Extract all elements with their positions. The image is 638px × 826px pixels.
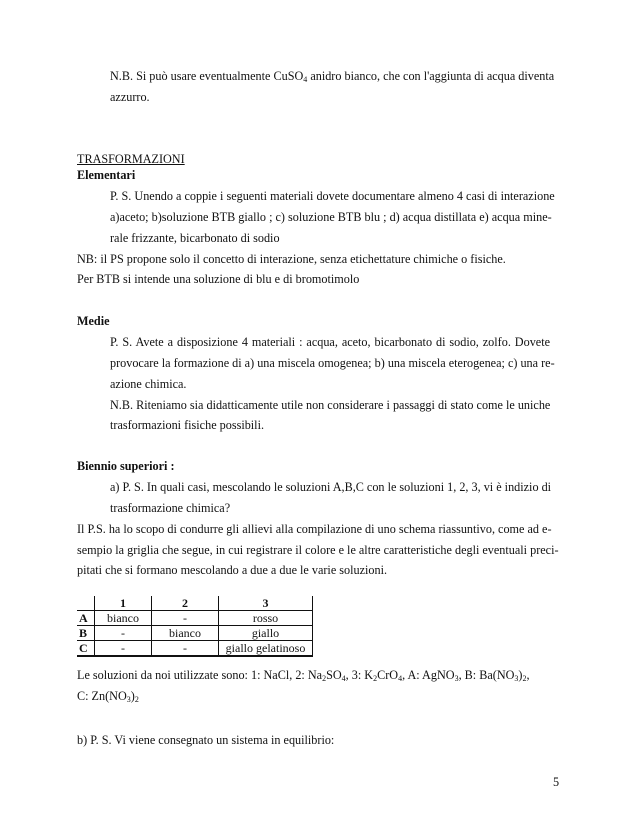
b-line: b) P. S. Vi viene consegnato un sistema in equilibrio: xyxy=(77,733,335,747)
subscript: 3 xyxy=(454,674,459,683)
grid-cell: giallo gelatinoso xyxy=(219,641,313,657)
subscript: 2 xyxy=(373,674,378,683)
subscript: 4 xyxy=(398,674,403,683)
nb-text: N.B. Si può usare eventualmente CuSO xyxy=(110,69,304,83)
grid-cell: - xyxy=(95,626,152,641)
grid-col-header: 2 xyxy=(152,596,219,611)
soluzioni-text: C: Zn(NO xyxy=(77,689,127,703)
grid-cell: - xyxy=(95,641,152,657)
subscript: 3 xyxy=(514,674,519,683)
grid-row-label: A xyxy=(77,611,95,626)
subscript: 3 xyxy=(126,695,131,704)
results-grid xyxy=(77,596,313,657)
grid-cell: - xyxy=(152,611,219,626)
soluzioni-line1 xyxy=(77,668,530,683)
biennio-line: a) P. S. In quali casi, mescolando le soluzioni A,B,C con le soluzioni 1, 2, 3, vi è indizio di xyxy=(110,480,552,494)
elementari-line: P. S. Unendo a coppie i seguenti materiali dovete documentare almeno 4 casi di interazione xyxy=(110,189,555,203)
medie-line: provocare la formazione di a) una miscela omogenea; b) una miscela eterogenea; c) una re- xyxy=(110,356,555,370)
medie-line: trasformazioni fisiche possibili. xyxy=(110,418,265,432)
page-number: 5 xyxy=(553,775,560,789)
subheading-medie: Medie xyxy=(77,314,110,328)
soluzioni-text: , A: AgNO xyxy=(402,668,455,682)
grid-cell: bianco xyxy=(152,626,219,641)
grid-cell: rosso xyxy=(219,611,313,626)
elementari-note: Per BTB si intende una soluzione di blu e di bromotimolo xyxy=(77,272,360,286)
soluzioni-line2 xyxy=(77,689,139,704)
medie-line: P. S. Avete a disposizione 4 materiali : acqua, aceto, bicarbonato di sodio, zolfo. Dovete xyxy=(110,335,550,349)
soluzioni-text: , 3: K xyxy=(345,668,374,682)
soluzioni-text: , B: Ba(NO xyxy=(458,668,515,682)
biennio-para-line: sempio la griglia che segue, in cui registrare il colore e le altre caratteristiche degli eventuali preci- xyxy=(77,543,559,557)
biennio-line: trasformazione chimica? xyxy=(110,501,231,515)
grid-row-label: C xyxy=(77,641,95,657)
grid-row xyxy=(77,626,313,641)
elementari-line: a)aceto; b)soluzione BTB giallo ; c) soluzione BTB blu ; d) acqua distillata e) acqua mine- xyxy=(110,210,552,224)
subheading-biennio: Biennio superiori : xyxy=(77,459,175,473)
subscript: 2 xyxy=(322,674,327,683)
soluzioni-text: Le soluzioni da noi utilizzate sono: 1: NaCl, 2: Na xyxy=(77,668,323,682)
subscript: 2 xyxy=(134,695,139,704)
subheading-elementari: Elementari xyxy=(77,168,136,182)
grid-row xyxy=(77,641,313,657)
biennio-para-line: Il P.S. ha lo scopo di condurre gli allievi alla compilazione di uno schema riassuntivo, come ad e- xyxy=(77,522,552,536)
grid-row-label: B xyxy=(77,626,95,641)
grid-cell: bianco xyxy=(95,611,152,626)
section-heading-trasformazioni: TRASFORMAZIONI xyxy=(77,152,185,166)
soluzioni-text: SO xyxy=(326,668,342,682)
nb-cuso4-line1 xyxy=(110,69,555,84)
subscript: 2 xyxy=(522,674,527,683)
soluzioni-text: , xyxy=(526,668,530,682)
subscript: 4 xyxy=(303,75,308,84)
soluzioni-text: ) xyxy=(518,668,523,682)
soluzioni-text: ) xyxy=(130,689,135,703)
nb-cuso4-line2: azzurro. xyxy=(110,90,150,104)
medie-line: azione chimica. xyxy=(110,377,187,391)
elementari-line: rale frizzante, bicarbonato di sodio xyxy=(110,231,280,245)
grid-col-header: 1 xyxy=(95,596,152,611)
medie-line: N.B. Riteniamo sia didatticamente utile non considerare i passaggi di stato come le uniche xyxy=(110,398,551,412)
grid-cell: giallo xyxy=(219,626,313,641)
elementari-note: NB: il PS propone solo il concetto di interazione, senza etichettature chimiche o fisiche. xyxy=(77,252,506,266)
subscript: 4 xyxy=(341,674,346,683)
grid-row xyxy=(77,611,313,626)
grid-corner xyxy=(77,596,95,611)
nb-text: anidro bianco, che con l'aggiunta di acqua diventa xyxy=(307,69,555,83)
grid-header-row xyxy=(77,596,313,611)
grid-cell: - xyxy=(152,641,219,657)
soluzioni-text: CrO xyxy=(377,668,399,682)
biennio-para-line: pitati che si formano mescolando a due a due le varie soluzioni. xyxy=(77,563,388,577)
grid-col-header: 3 xyxy=(219,596,313,611)
